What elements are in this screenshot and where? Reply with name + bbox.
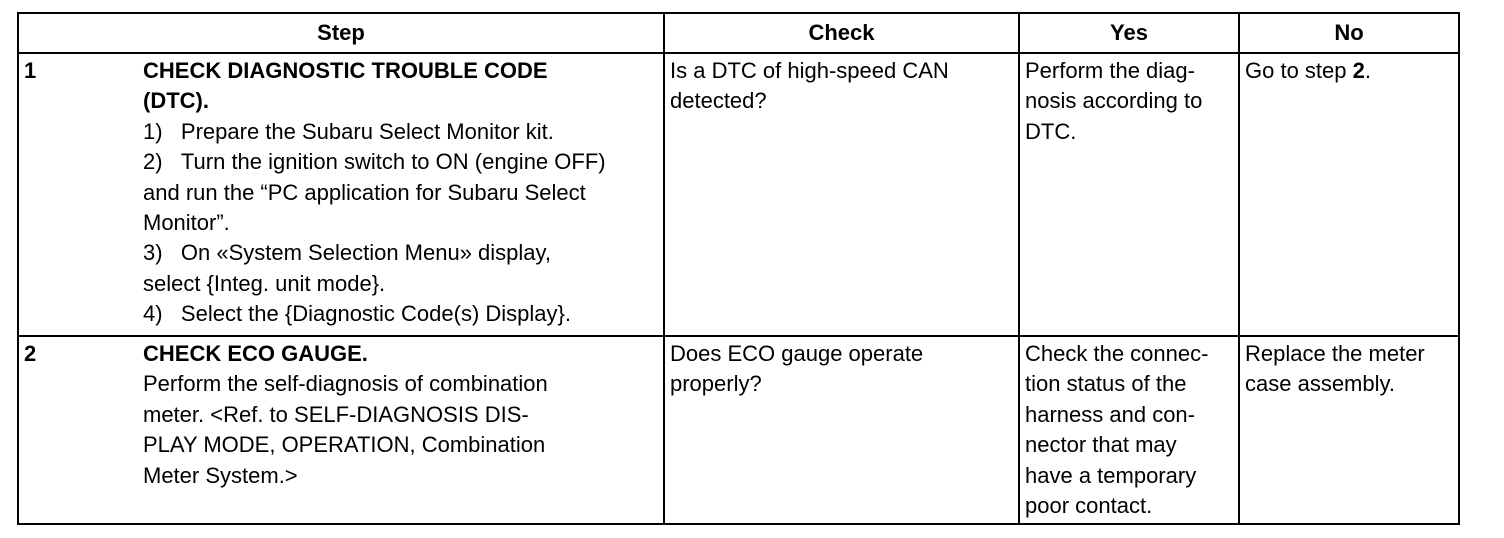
instruction-text: Select the {Diagnostic Code(s) Display}. — [180, 301, 571, 327]
instruction-number: 2) — [143, 149, 163, 175]
yes-text: DTC. — [1025, 118, 1077, 144]
step-body — [143, 56, 658, 330]
step-number: 2 — [24, 341, 37, 366]
instruction-number: 4) — [143, 301, 163, 327]
yes-text: harness and con- — [1025, 401, 1195, 427]
table-row — [18, 53, 1459, 336]
check-text: Is a DTC of high-speed CAN — [670, 58, 949, 83]
instruction-continuation: and run the “PC application for Subaru Select — [143, 179, 586, 205]
yes-text: tion status of the — [1025, 371, 1187, 397]
table-header-row — [18, 13, 1459, 53]
instruction-continuation: Monitor”. — [143, 210, 230, 236]
diagnostic-procedure-table — [17, 12, 1460, 525]
yes-text: nosis according to — [1025, 88, 1203, 114]
step-text: Perform the self-diagnosis of combination — [143, 371, 548, 397]
header-step: Step — [18, 13, 664, 53]
step-number: 1 — [24, 58, 37, 83]
table-row — [18, 336, 1459, 524]
yes-text: have a temporary — [1025, 462, 1197, 488]
no-text: Replace the meter — [1245, 341, 1425, 366]
yes-cell — [1019, 336, 1239, 524]
no-step-ref: 2 — [1352, 58, 1365, 83]
check-text: properly? — [670, 371, 762, 397]
no-text-suffix: . — [1364, 58, 1371, 83]
check-cell — [664, 336, 1019, 524]
step-text: meter. <Ref. to SELF-DIAGNOSIS DIS- — [143, 401, 529, 427]
step-cell — [18, 336, 664, 524]
instruction-text: Turn the ignition switch to ON (engine OFF) — [180, 149, 606, 175]
check-text: detected? — [670, 88, 767, 114]
header-yes: Yes — [1019, 13, 1239, 53]
diagnostic-procedure-table-wrapper — [17, 12, 1458, 525]
check-cell — [664, 53, 1019, 336]
no-text: Go to step — [1245, 58, 1353, 83]
step-title-cont: (DTC). — [143, 88, 209, 114]
instruction-text: On «System Selection Menu» display, — [180, 240, 552, 266]
step-body — [143, 339, 658, 491]
instruction-number: 1) — [143, 118, 163, 144]
yes-text: Check the connec- — [1025, 341, 1209, 366]
check-text: Does ECO gauge operate — [670, 341, 924, 366]
no-text: case assembly. — [1245, 371, 1395, 397]
yes-cell — [1019, 53, 1239, 336]
yes-text: Perform the diag- — [1025, 58, 1195, 83]
step-cell — [18, 53, 664, 336]
header-check: Check — [664, 13, 1019, 53]
instruction-continuation: select {Integ. unit mode}. — [143, 270, 386, 296]
instruction-text: Prepare the Subaru Select Monitor kit. — [180, 118, 554, 144]
step-instruction — [143, 238, 658, 268]
step-instruction — [143, 147, 658, 177]
yes-text: nector that may — [1025, 432, 1177, 458]
step-text: Meter System.> — [143, 462, 298, 488]
step-text: PLAY MODE, OPERATION, Combination — [143, 432, 546, 458]
no-cell — [1239, 53, 1459, 336]
no-cell — [1239, 336, 1459, 524]
step-instruction — [143, 117, 658, 147]
header-no: No — [1239, 13, 1459, 53]
step-instruction — [143, 299, 658, 329]
step-title: CHECK DIAGNOSTIC TROUBLE CODE — [143, 58, 548, 83]
step-title: CHECK ECO GAUGE. — [143, 341, 368, 366]
yes-text: poor contact. — [1025, 493, 1153, 519]
instruction-number: 3) — [143, 240, 163, 266]
